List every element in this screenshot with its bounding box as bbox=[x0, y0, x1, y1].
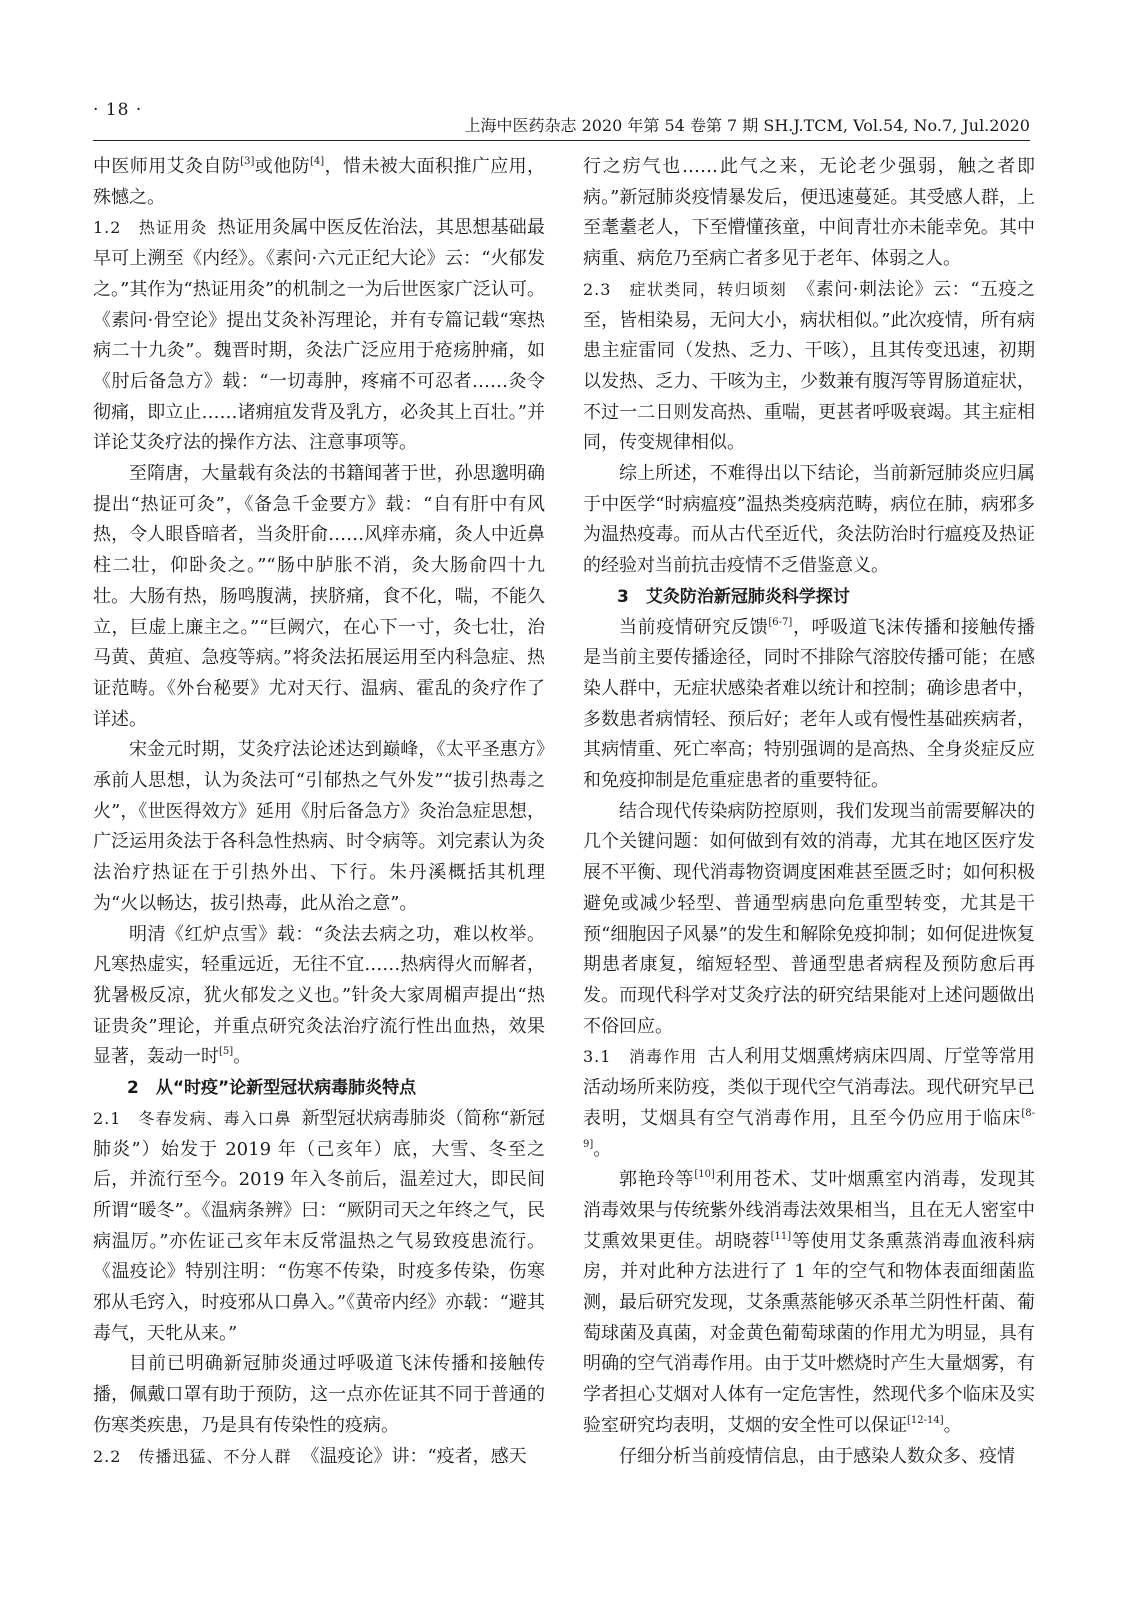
subsection-1-2: 1.2 热证用灸 热证用灸属中医反佐治法，其思想基础最早可上溯至《内经》。《素问·六元正纪大论》云：“火郁发之。”其作为“热证用灸”的机制之一为后世医家广泛认可。《素问·骨空论》提出艾灸补泻理论，并有专篇记载“寒热病二十九灸”。魏晋时期，灸法广泛应用于疮疡肿痛，如《肘后备急方》载：“一切毒肿，疼痛不可忍者……灸令彻痛，即立止……诸痈疽发背及乳方，必灸其上百壮。”并详论艾灸疗法的操作方法、注意事项等。 bbox=[93, 217, 545, 454]
subsection-3-1: 3.1 消毒作用 古人利用艾烟熏烤病床四周、厅堂等常用活动场所来防疫，类似于现代空气消毒法。现代研究早已表明，艾烟具有空气消毒作用，且至今仍应用于临床[8-9]。 bbox=[583, 1046, 1035, 1160]
section-heading-2: 2 从“时疫”论新型冠状病毒肺炎特点 bbox=[127, 1078, 417, 1099]
citation: [6-7] bbox=[768, 616, 793, 628]
citation: [11] bbox=[770, 1230, 792, 1242]
right-column bbox=[583, 152, 1035, 1472]
subsection-heading: 1.2 热证用灸 bbox=[93, 218, 208, 238]
paragraph: 结合现代传染病防控原则，我们发现当前需要解决的几个关键问题：如何做到有效的消毒，尤其在地区医疗发展不平衡、现代消毒物资调度困难甚至匮乏时；如何积极避免或减少轻型、普通型病患向危重型转变，尤其是干预“细胞因子风暴”的发生和解除免疫抑制；如何促进恢复期患者康复，缩短轻型、普通型患者病程及预防愈后再发。而现代科学对艾灸疗法的研究结果能对上述问题做出不俗回应。 bbox=[583, 800, 1035, 1037]
paragraph: 宋金元时期，艾灸疗法论述达到巅峰，《太平圣惠方》承前人思想，认为灸法可“引郁热之气外发”“拔引热毒之火”，《世医得效方》延用《肘后备急方》灸治急症思想，广泛运用灸法于各科急性热病、时令病等。刘完素认为灸法治疗热证在于引热外出、下行。朱丹溪概括其机理为“火以畅达，拔引热毒，此从治之意”。 bbox=[93, 739, 545, 914]
subsection-heading: 3.1 消毒作用 bbox=[583, 1047, 698, 1067]
page-number: · 18 · bbox=[93, 100, 143, 120]
paragraph: 目前已明确新冠肺炎通过呼吸道飞沫传播和接触传播，佩戴口罩有助于预防，这一点亦佐证其不同于普通的伤寒类疾患，乃是具有传染性的疫病。 bbox=[93, 1353, 545, 1436]
citation: [4] bbox=[310, 156, 325, 167]
subsection-heading: 2.3 症状类同，转归顷刻 bbox=[583, 279, 788, 299]
paragraph: 当前疫情研究反馈[6-7]，呼吸道飞沫传播和接触传播是当前主要传播途径，同时不排除气溶胶传播可能；在感染人群中，无症状感染者难以统计和控制；确诊患者中，多数患者病情轻、预后好；老年人或有慢性基础疾病者，其病情重、死亡率高；特别强调的是高热、全身炎症反应和免疫抑制是危重症患者的重要特征。 bbox=[583, 616, 1036, 792]
subsection-heading: 2.1 冬春发病、毒入口鼻 bbox=[93, 1108, 292, 1128]
subsection-2-1: 2.1 冬春发病、毒入口鼻 新型冠状病毒肺炎（简称“新冠肺炎”）始发于 2019 年（己亥年）底，大雪、冬至之后，并流行至今。2019 年入冬前后，温差过大，即民间所谓“暖冬”。《温病条辨》曰：“厥阴司天之年终之气，民病温厉。”亦佐证己亥年末反常温热之气易致疫患流行。《温疫论》特别注明：“伤寒不传染，时疫多传染，伤寒邪从毛窍入，时疫邪从口鼻入。”《黄帝内经》亦载：“避其毒气，天牝从来。” bbox=[93, 1107, 545, 1344]
running-header: 上海中医药杂志 2020 年第 54 卷第 7 期 SH.J.TCM, Vol.54, No.7, Jul.2020 bbox=[464, 116, 1030, 135]
citation: [12-14] bbox=[907, 1414, 944, 1426]
paragraph: 郭艳玲等[10]利用苍术、艾叶烟熏室内消毒，发现其消毒效果与传统紫外线消毒法效果相当，且在无人密室中艾熏效果更佳。胡晓蓉[11]等使用艾条熏蒸消毒血液科病房，并对此种方法进行了 1 年的空气和物体表面细菌监测，最后研究发现，艾条熏蒸能够灭杀革兰阴性杆菌、葡萄球菌及真菌，对金黄色葡萄球菌的作用尤为明显，具有明确的空气消毒作用。由于艾叶燃烧时产生大量烟雾，有学者担心艾烟对人体有一定危害性，然现代多个临床及实验室研究均表明，艾烟的安全性可以保证[12-14]。 bbox=[583, 1169, 1036, 1436]
subsection-2-3: 2.3 症状类同，转归顷刻 《素问·刺法论》云：“五疫之至，皆相染易，无问大小，病状相似。”此次疫情，所有病患主症雷同（发热、乏力、干咳），且其传变迅速，初期以发热、乏力、干咳为主，少数兼有腹泻等胃肠道症状，不过一二日则发高热、重喘，更甚者呼吸衰竭。其主症相同，传变规律相似。 bbox=[583, 278, 1035, 454]
citation: [5] bbox=[219, 1046, 234, 1058]
section-heading-3: 3 艾灸防治新冠肺炎科学探讨 bbox=[617, 586, 850, 607]
paragraph: 至隋唐，大量载有灸法的书籍闻著于世，孙思邈明确提出“热证可灸”，《备急千金要方》载：“自有肝中有风热，令人眼昏暗者，当灸肝俞……风痒赤痛，灸人中近鼻柱二壮，仰卧灸之。”“肠中胪胀不消，灸大肠俞四十九壮。大肠有热，肠鸣腹满，挟脐痛，食不化，喘，不能久立，巨虚上廉主之。”“巨阙穴，在心下一寸，灸七壮，治马黄、黄疸、急疫等病。”将灸法拓展运用至内科急症、热证范畴。《外台秘要》尤对天行、温病、霍乱的灸疗作了详述。 bbox=[93, 463, 545, 730]
paragraph: 中医师用艾灸自防[3]或他防[4]，惜未被大面积推广应用，殊憾之。 bbox=[93, 156, 545, 208]
paragraph: 综上所述，不难得出以下结论，当前新冠肺炎应归属于中医学“时病瘟疫”温热类疫病范畴，病位在肺，病邪多为温热疫毒。而从古代至近代，灸法防治时行瘟疫及热证的经验对当前抗击疫情不乏借鉴意义。 bbox=[583, 463, 1035, 577]
header-rule bbox=[93, 140, 1030, 141]
paragraph: 明清《红炉点雪》载：“灸法去病之功，难以枚举。凡寒热虚实，轻重远近，无往不宜……热病得火而解者，犹暑极反凉，犹火郁发之义也。”针灸大家周楣声提出“热证贵灸”理论，并重点研究灸法治疗流行性出血热，效果显著，轰动一时[5]。 bbox=[93, 923, 545, 1068]
citation: [10] bbox=[694, 1169, 715, 1181]
paragraph: 行之疠气也……此气之来，无论老少强弱，触之者即病。”新冠肺炎疫情暴发后，便迅速蔓延。其受感人群，上至耄耋老人，下至懵懂孩童，中间青壮亦未能幸免。其中病重、病危乃至病亡者多见于老年、体弱之人。 bbox=[583, 156, 1035, 270]
citation: [8-9] bbox=[583, 1107, 1035, 1150]
subsection-2-2: 2.2 传播迅猛、不分人群 《温疫论》讲：“疫者，感天 bbox=[93, 1445, 527, 1467]
citation: [3] bbox=[240, 156, 255, 167]
left-column bbox=[93, 152, 545, 1472]
subsection-heading: 2.2 传播迅猛、不分人群 bbox=[93, 1446, 292, 1466]
paragraph: 仔细分析当前疫情信息，由于感染人数众多、疫情 bbox=[619, 1445, 1015, 1467]
